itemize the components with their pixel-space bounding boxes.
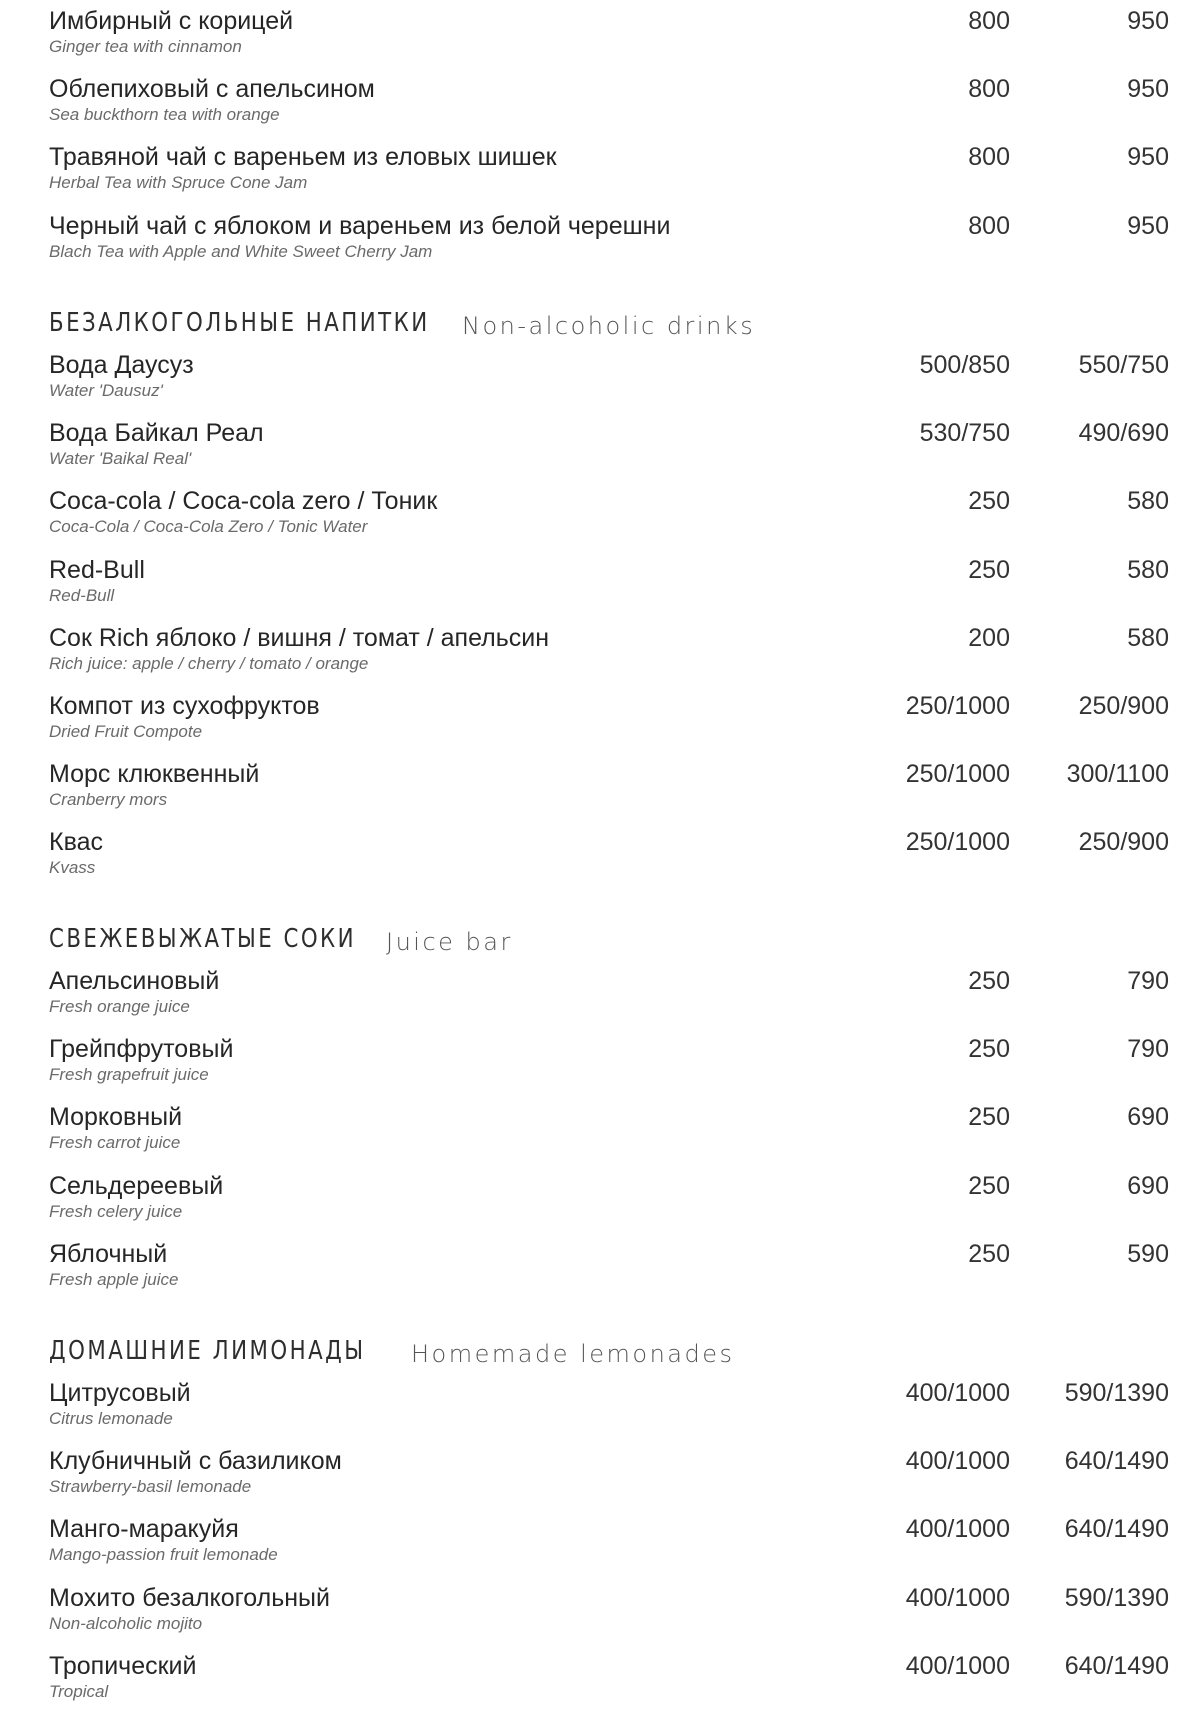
menu-item: [0, 827, 1200, 895]
item-name: Яблочный: [49, 1239, 168, 1268]
item-price-large: 580: [1127, 555, 1169, 584]
item-description: Fresh carrot juice: [49, 1133, 181, 1153]
menu-item: [0, 1514, 1200, 1582]
item-price-large: 580: [1127, 487, 1169, 516]
menu-item: [0, 142, 1200, 210]
menu-item: [0, 6, 1200, 74]
item-description: Fresh celery juice: [49, 1201, 183, 1221]
item-price-small: 250: [968, 487, 1010, 516]
item-description: Sea buckthorn tea with orange: [49, 105, 280, 125]
item-price-large: 250/900: [1078, 691, 1169, 720]
item-price-small: 250: [968, 1171, 1010, 1200]
item-price-large: 590/1390: [1064, 1379, 1169, 1407]
item-price-small: 400/1000: [905, 1515, 1010, 1544]
section-header: [49, 1336, 1200, 1378]
item-price-large: 950: [1127, 211, 1169, 240]
item-price-small: 250/1000: [905, 760, 1010, 789]
section-title-en: Non-alcoholic drinks: [462, 312, 756, 340]
menu-item: [0, 1583, 1200, 1651]
item-name: Вода Байкал Реал: [49, 419, 264, 448]
item-price-small: 500/850: [919, 351, 1010, 379]
item-price-large: 590: [1127, 1239, 1169, 1268]
menu-item: [0, 211, 1200, 279]
item-price-large: 690: [1127, 1171, 1169, 1200]
menu-item: [0, 759, 1200, 827]
item-price-large: 490/690: [1078, 419, 1169, 448]
item-description: Tropical: [49, 1681, 109, 1701]
item-description: Dried Fruit Compote: [49, 721, 203, 741]
item-price-large: 250/900: [1078, 828, 1169, 857]
item-price-small: 250: [968, 967, 1010, 995]
item-price-large: 690: [1127, 1103, 1169, 1132]
item-description: Rich juice: apple / cherry / tomato / orange: [49, 653, 369, 673]
item-description: Kvass: [49, 858, 96, 878]
item-price-small: 200: [968, 623, 1010, 652]
menu-item: [0, 623, 1200, 691]
item-description: Coca-Cola / Coca-Cola Zero / Tonic Water: [49, 517, 368, 537]
menu-item: [0, 74, 1200, 142]
menu-section: [0, 924, 1200, 1307]
item-name: Травяной чай с вареньем из еловых шишек: [49, 143, 557, 172]
item-price-small: 250: [968, 1239, 1010, 1268]
section-header: [49, 924, 1200, 966]
item-price-small: 400/1000: [905, 1379, 1010, 1407]
item-description: Blach Tea with Apple and White Sweet Cherry Jam: [49, 241, 433, 261]
item-name: Морковный: [49, 1103, 183, 1132]
item-name: Клубничный с базиликом: [49, 1447, 342, 1476]
item-name: Вода Даусуз: [49, 351, 194, 379]
section-title-en: Juice bar: [386, 928, 513, 956]
item-price-large: 580: [1127, 623, 1169, 652]
menu-item: [0, 1102, 1200, 1170]
item-description: Cranberry mors: [49, 790, 168, 810]
item-name: Сок Rich яблоко / вишня / томат / апельсин: [49, 623, 550, 652]
item-price-large: 590/1390: [1064, 1583, 1169, 1612]
item-price-small: 800: [968, 211, 1010, 240]
item-description: Non-alcoholic mojito: [49, 1613, 203, 1633]
section-title-ru: СВЕЖЕВЫЖАТЫЕ СОКИ: [49, 924, 357, 954]
item-name: Морс клюквенный: [49, 760, 260, 789]
item-price-large: 640/1490: [1064, 1515, 1169, 1544]
item-price-small: 250/1000: [905, 828, 1010, 857]
item-price-small: 530/750: [919, 419, 1010, 448]
item-name: Компот из сухофруктов: [49, 691, 320, 720]
item-description: Mango-passion fruit lemonade: [49, 1545, 278, 1565]
section-title-en: Homemade lemonades: [411, 1340, 735, 1368]
item-description: Strawberry-basil lemonade: [49, 1477, 252, 1497]
item-name: Облепиховый с апельсином: [49, 75, 375, 104]
item-price-large: 950: [1127, 75, 1169, 104]
menu-item: [0, 966, 1200, 1034]
item-price-large: 640/1490: [1064, 1651, 1169, 1680]
item-price-large: 300/1100: [1066, 760, 1169, 789]
menu-item: [0, 1171, 1200, 1239]
item-name: Мохито безалкогольный: [49, 1583, 330, 1612]
item-description: Fresh orange juice: [49, 997, 190, 1016]
section-title-ru: БЕЗАЛКОГОЛЬНЫЕ НАПИТКИ: [49, 308, 430, 338]
item-description: Herbal Tea with Spruce Cone Jam: [49, 173, 308, 193]
item-name: Coca-cola / Coca-cola zero / Тоник: [49, 487, 438, 516]
item-description: Fresh apple juice: [49, 1269, 179, 1289]
menu-section: [0, 308, 1200, 896]
menu-item: [0, 418, 1200, 486]
menu-item: [0, 555, 1200, 623]
menu-section: [0, 1336, 1200, 1719]
item-name: Цитрусовый: [49, 1379, 191, 1407]
item-name: Апельсиновый: [49, 967, 220, 995]
menu-item: [0, 691, 1200, 759]
item-name: Квас: [49, 828, 103, 857]
item-description: Ginger tea with cinnamon: [49, 37, 242, 56]
item-price-large: 640/1490: [1064, 1447, 1169, 1476]
item-price-small: 250: [968, 555, 1010, 584]
item-price-small: 250: [968, 1103, 1010, 1132]
item-description: Fresh grapefruit juice: [49, 1065, 209, 1085]
menu-item: [0, 1651, 1200, 1719]
menu-section: [0, 6, 1200, 279]
menu-item: [0, 1034, 1200, 1102]
item-price-small: 400/1000: [905, 1583, 1010, 1612]
section-header: [49, 308, 1200, 350]
menu-item: [0, 1446, 1200, 1514]
item-price-small: 800: [968, 75, 1010, 104]
item-price-large: 790: [1127, 967, 1169, 995]
menu-item: [0, 1239, 1200, 1307]
item-price-small: 800: [968, 143, 1010, 172]
item-description: Water 'Baikal Real': [49, 449, 192, 469]
item-name: Манго-маракуйя: [49, 1515, 239, 1544]
item-name: Черный чай с яблоком и вареньем из белой черешни: [49, 211, 671, 240]
item-description: Water 'Dausuz': [49, 381, 163, 400]
item-name: Грейпфрутовый: [49, 1035, 234, 1064]
item-price-small: 250/1000: [905, 691, 1010, 720]
item-price-large: 950: [1127, 7, 1169, 35]
item-price-small: 800: [968, 7, 1010, 35]
item-price-small: 400/1000: [905, 1651, 1010, 1680]
item-name: Имбирный с корицей: [49, 7, 294, 35]
item-price-large: 790: [1127, 1035, 1169, 1064]
item-name: Red-Bull: [49, 555, 145, 584]
item-price-large: 950: [1127, 143, 1169, 172]
item-price-large: 550/750: [1078, 351, 1169, 379]
menu-item: [0, 486, 1200, 554]
item-description: Citrus lemonade: [49, 1409, 173, 1428]
item-name: Тропический: [49, 1651, 197, 1680]
item-price-small: 400/1000: [905, 1447, 1010, 1476]
item-name: Сельдереевый: [49, 1171, 224, 1200]
item-description: Red-Bull: [49, 585, 115, 605]
menu-item: [0, 350, 1200, 418]
item-price-small: 250: [968, 1035, 1010, 1064]
menu-item: [0, 1378, 1200, 1446]
section-title-ru: ДОМАШНИЕ ЛИМОНАДЫ: [49, 1336, 366, 1366]
